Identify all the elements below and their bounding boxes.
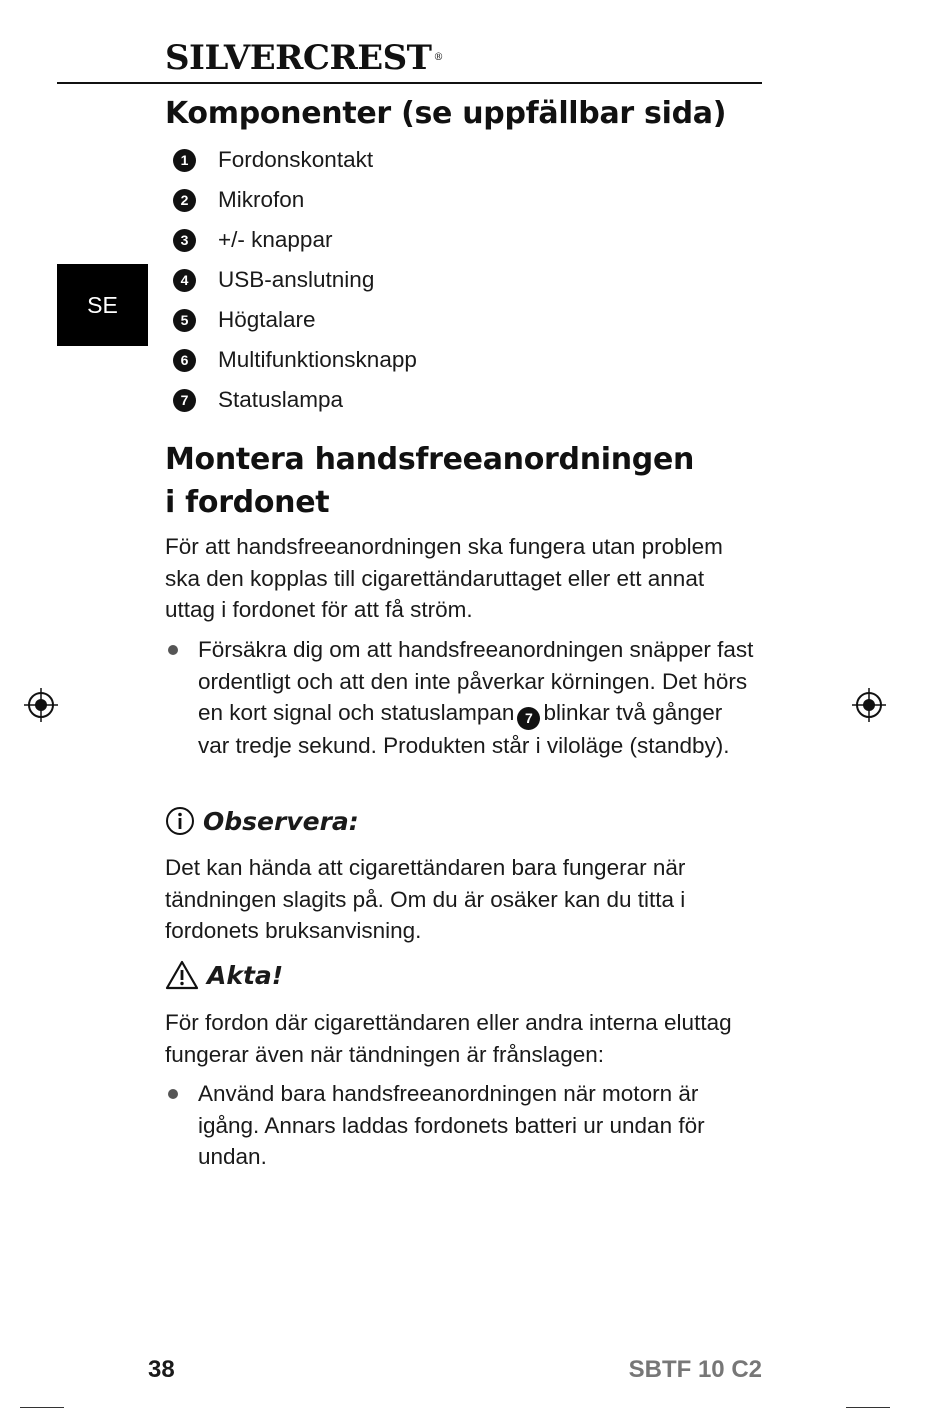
model-number: SBTF 10 C2: [628, 1356, 762, 1383]
component-label: Fordonskontakt: [218, 147, 374, 172]
components-list: [173, 140, 417, 420]
number-badge: 5: [173, 309, 196, 332]
number-badge: 7: [517, 707, 540, 730]
bullet-text: Försäkra dig om att handsfreeanordningen snäpper fast ordentligt och att den inte påverkar körningen. Det hörs en kort signal och statuslampan 7 blinkar två gånger var tredje sekund. Produkten står i viloläge (standby).: [198, 637, 754, 759]
list-item: [173, 180, 417, 220]
registration-mark-icon: [24, 688, 58, 722]
language-tab: SE: [57, 264, 148, 346]
brand-logo: SILVERCREST ®: [165, 38, 443, 78]
caution-text: För fordon där cigarettändaren eller andra interna eluttag fungerar även när tändningen är frånslagen:: [165, 1010, 732, 1067]
components-heading: Komponenter (se uppfällbar sida): [165, 96, 727, 131]
mounting-heading: [165, 438, 694, 524]
bullet-icon: [165, 634, 198, 762]
warning-icon: [165, 960, 199, 990]
component-label: Högtalare: [218, 307, 316, 332]
crop-mark: [20, 1407, 64, 1408]
list-item: [173, 260, 417, 300]
number-badge: 2: [173, 189, 196, 212]
component-label: Mikrofon: [218, 187, 305, 212]
list-item: [173, 140, 417, 180]
header-rule: [57, 82, 762, 84]
component-label: Multifunktionsknapp: [218, 347, 417, 372]
component-label: USB-anslutning: [218, 267, 375, 292]
list-item: [173, 380, 417, 420]
list-item: [173, 300, 417, 340]
crop-mark: [846, 1407, 890, 1408]
number-badge: 4: [173, 269, 196, 292]
caution-title: Akta!: [207, 960, 284, 990]
mounting-heading-line1: Montera handsfreeanordningen: [165, 442, 695, 477]
page-number: 38: [148, 1356, 175, 1383]
note-text: Det kan hända att cigarettändaren bara fungerar när tändningen slagits på. Om du är osäker kan du titta i fordonets bruksanvisning.: [165, 855, 686, 943]
list-item: [173, 340, 417, 380]
bullet-text: Använd bara handsfreeanordningen när motorn är igång. Annars laddas fordonets batteri ur undan för undan.: [198, 1081, 705, 1169]
number-badge: 6: [173, 349, 196, 372]
caution-heading: [165, 960, 283, 990]
caution-bullet: [165, 1078, 755, 1173]
number-badge: 3: [173, 229, 196, 252]
info-icon: [165, 806, 195, 836]
component-label: +/- knappar: [218, 227, 333, 252]
note-title: Observera:: [203, 806, 359, 836]
mounting-heading-line2: i fordonet: [165, 485, 330, 520]
number-badge: 7: [173, 389, 196, 412]
list-item: [173, 220, 417, 260]
mounting-intro: För att handsfreeanordningen ska fungera utan problem ska den kopplas till cigarettändaruttaget eller ett annat uttag i fordonet för att få ström.: [165, 534, 723, 622]
registration-mark-icon: [852, 688, 886, 722]
note-heading: [165, 806, 359, 836]
component-label: Statuslampa: [218, 387, 344, 412]
bullet-icon: [165, 1078, 198, 1173]
number-badge: 1: [173, 149, 196, 172]
mounting-bullet: [165, 634, 755, 762]
